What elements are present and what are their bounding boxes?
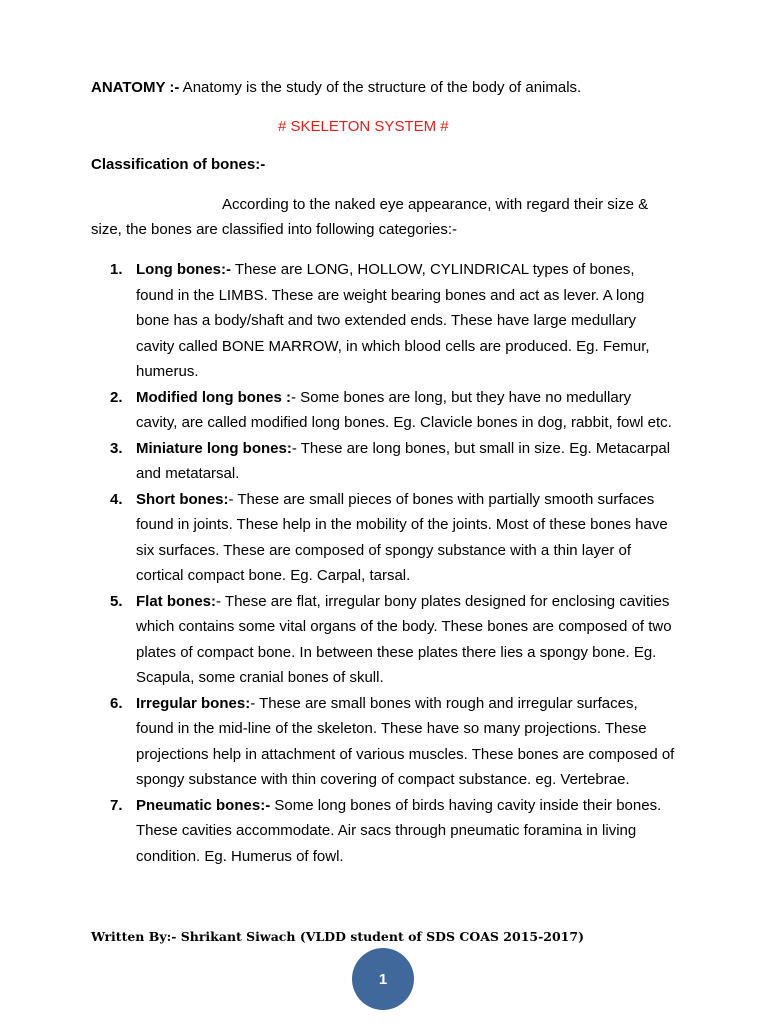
classification-subheading: Classification of bones:-: [91, 156, 266, 173]
list-item-term: Flat bones:: [136, 592, 217, 610]
anatomy-definition: [91, 79, 581, 97]
bone-categories-list: [136, 257, 676, 869]
list-item-term: Irregular bones:: [136, 694, 251, 712]
intro-paragraph: According to the naked eye appearance, with regard their size & size, the bones are classified into following categories:-: [91, 196, 649, 238]
list-item-term: Pneumatic bones:-: [136, 796, 271, 814]
list-item-term: Short bones:: [136, 490, 229, 508]
list-item-short-bones: [136, 487, 676, 589]
list-item-pneumatic-bones: [136, 793, 676, 870]
list-item-text: - These are long bones, but small in size. Eg. Metacarpal and metatarsal.: [136, 439, 671, 482]
list-item-term: Long bones:-: [136, 261, 231, 278]
list-item-text: - These are small pieces of bones with partially smooth surfaces found in joints. These help in the mobility of the joints. Most of these bones have six surfaces. These are composed of spongy substance with a thin layer of cortical compact bone. Eg. Carpal, tarsal.: [136, 490, 668, 584]
list-item-text: - These are flat, irregular bony plates designed for enclosing cavities which contains some vital organs of the body. These bones are composed of two plates of compact bone. In between these plates there lies a spongy bone. Eg. Scapula, some cranial bones of skull.: [136, 592, 672, 686]
list-item-text: Some long bones of birds having cavity inside their bones. These cavities accommodate. Air sacs through pneumatic foramina in living condition. Eg. Humerus of fowl.: [136, 796, 662, 865]
anatomy-definition-text: Anatomy is the study of the structure of the body of animals.: [179, 79, 582, 96]
list-item-flat-bones: [136, 589, 676, 691]
page-number: 1: [378, 970, 388, 988]
section-title: # SKELETON SYSTEM #: [278, 118, 449, 135]
list-item-modified-long-bones: [136, 385, 676, 436]
anatomy-term: ANATOMY :-: [91, 79, 180, 96]
author-footer: Written By:- Shrikant Siwach (VLDD student of SDS COAS 2015-2017): [91, 929, 584, 944]
list-item-irregular-bones: [136, 691, 676, 793]
list-item-miniature-long-bones: [136, 436, 676, 487]
list-item-term: Miniature long bones:: [136, 439, 292, 457]
list-item-term: Modified long bones :: [136, 388, 291, 406]
list-item-text: - These are small bones with rough and irregular surfaces, found in the mid-line of the skeleton. These have so many projections. These projections help in attachment of various muscles. These bones are composed of spongy substance with thin covering of compact substance. eg. Vertebrae.: [136, 694, 675, 788]
page-number-badge: [352, 948, 414, 1010]
list-item-long-bones: [136, 257, 676, 385]
list-item-text: These are LONG, HOLLOW, CYLINDRICAL types of bones, found in the LIMBS. These are weight bearing bones and act as lever. A long bone has a body/shaft and two extended ends. These have large medullary cavity called BONE MARROW, in which blood cells are produced. Eg. Femur, humerus.: [136, 261, 650, 380]
list-item-text: - Some bones are long, but they have no medullary cavity, are called modified long bones. Eg. Clavicle bones in dog, rabbit, fowl etc.: [136, 388, 672, 431]
